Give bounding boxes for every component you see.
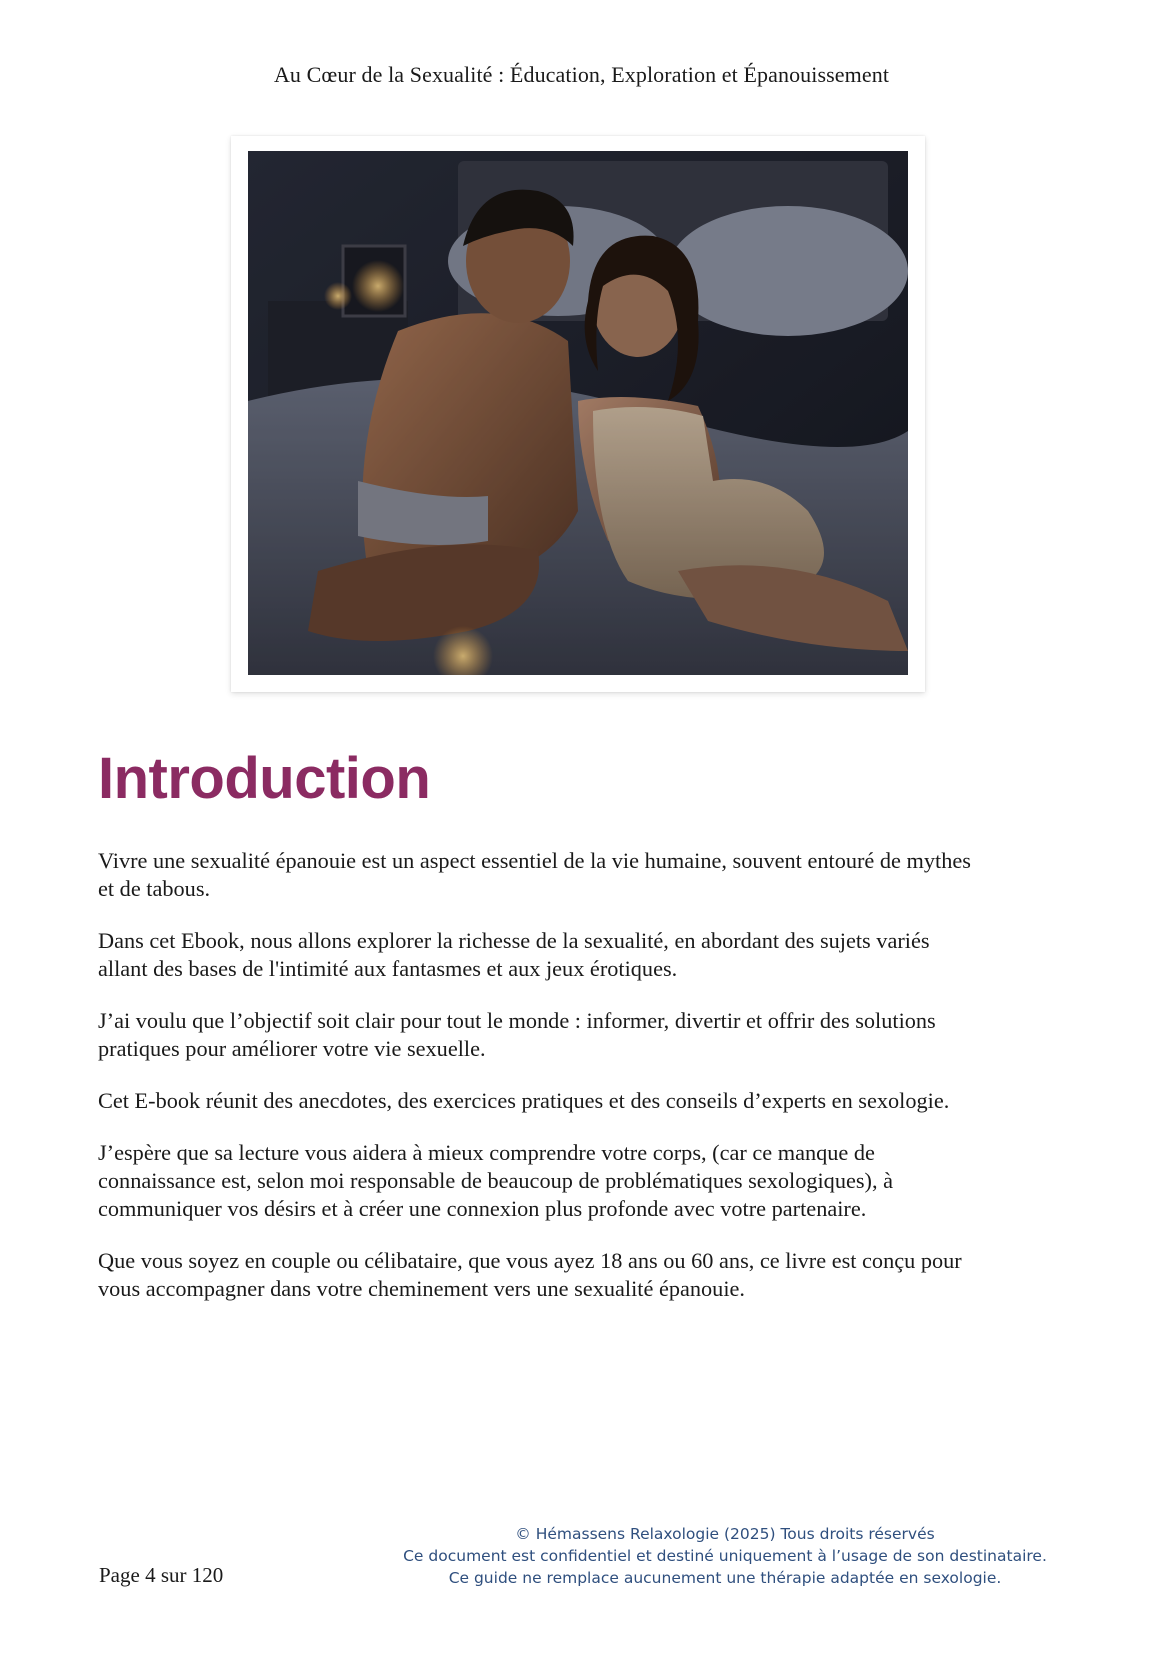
paragraph: J’ai voulu que l’objectif soit clair pour tout le monde : informer, divertir et offrir des solutions pratiques pour améliorer votre vie sexuelle. [98,1008,936,1061]
paragraph: Dans cet Ebook, nous allons explorer la richesse de la sexualité, en abordant des sujets variés allant des bases de l'intimité aux fantasmes et aux jeux érotiques. [98,928,930,981]
paragraph: Cet E-book réunit des anecdotes, des exercices pratiques et des conseils d’experts en sexologie. [98,1088,950,1113]
introduction-body [98,847,978,1327]
confidential-line: Ce document est confidentiel et destiné uniquement à l’usage de son destinataire. [403,1547,1047,1565]
disclaimer-line: Ce guide ne remplace aucunement une thérapie adaptée en sexologie. [448,1569,1002,1587]
photo-frame [231,136,925,692]
paragraph: Que vous soyez en couple ou célibataire, que vous ayez 18 ans ou 60 ans, ce livre est conçu pour vous accompagner dans votre cheminement vers une sexualité épanouie. [98,1248,962,1301]
footer-notice [400,1523,1050,1589]
running-header: Au Cœur de la Sexualité : Éducation, Exploration et Épanouissement [273,62,890,87]
paragraph: J’espère que sa lecture vous aidera à mieux comprendre votre corps, (car ce manque de connaissance est, selon moi responsable de beaucoup de problématiques sexologiques), à communiquer vos désirs et à créer une connexion plus profonde avec votre partenaire. [98,1140,894,1221]
photo-vignette [248,151,908,675]
page-number: Page 4 sur 120 [99,1563,224,1587]
couple-bedroom-photo [248,151,908,675]
section-title: Introduction [98,746,431,811]
paragraph: Vivre une sexualité épanouie est un aspect essentiel de la vie humaine, souvent entouré de mythes et de tabous. [98,848,971,901]
copyright-line: © Hémassens Relaxologie (2025) Tous droits réservés [515,1525,935,1543]
